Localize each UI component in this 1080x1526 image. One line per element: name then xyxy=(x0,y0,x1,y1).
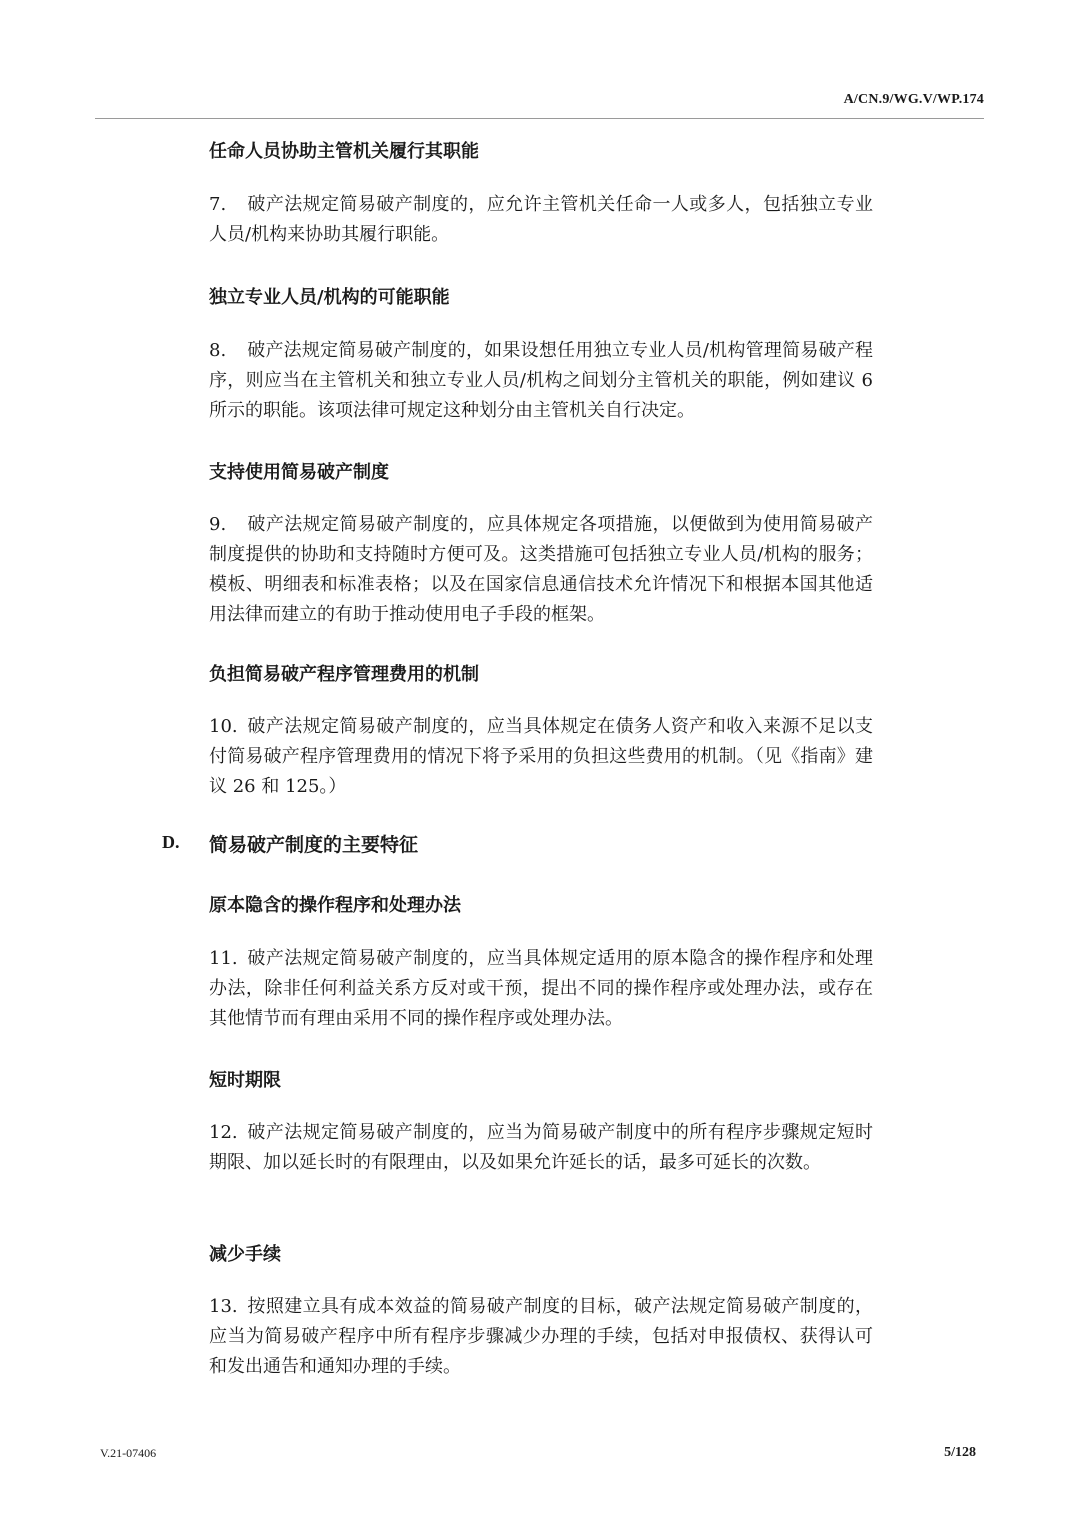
paragraph-number: 12. xyxy=(209,1122,238,1143)
paragraph-number: 11. xyxy=(209,948,238,969)
heading-default-procedures: 原本隐含的操作程序和处理办法 xyxy=(209,895,461,916)
heading-reduced-formalities: 减少手续 xyxy=(209,1244,281,1265)
section-letter: D. xyxy=(162,832,180,852)
header-divider xyxy=(95,118,984,119)
heading-support-use: 支持使用简易破产制度 xyxy=(209,462,389,483)
paragraph-12 xyxy=(209,1118,873,1178)
document-code: V.21-07406 xyxy=(100,1446,157,1460)
paragraph-text: 按照建立具有成本效益的简易破产制度的目标，破产法规定简易破产制度的，应当为简易破产程序中所有程序步骤减少办理的手续，包括对申报债权、获得认可和发出通告和通知办理的手续。 xyxy=(209,1296,873,1377)
paragraph-8 xyxy=(209,336,873,426)
paragraph-text: 破产法规定简易破产制度的，应当具体规定适用的原本隐含的操作程序和处理办法，除非任何利益关系方反对或干预，提出不同的操作程序或处理办法，或存在其他情节而有理由采用不同的操作程序或处理办法。 xyxy=(209,948,873,1029)
paragraph-text: 破产法规定简易破产制度的，应当为简易破产制度中的所有程序步骤规定短时期限、加以延长时的有限理由，以及如果允许延长的话，最多可延长的次数。 xyxy=(209,1122,873,1173)
paragraph-text: 破产法规定简易破产制度的，应允许主管机关任命一人或多人，包括独立专业人员/机构来协助其履行职能。 xyxy=(209,194,873,245)
paragraph-number: 7. xyxy=(209,194,227,215)
heading-appoint-persons: 任命人员协助主管机关履行其职能 xyxy=(209,141,479,162)
paragraph-text: 破产法规定简易破产制度的，如果设想任用独立专业人员/机构管理简易破产程序，则应当在主管机关和独立专业人员/机构之间划分主管机关的职能，例如建议 6 所示的职能。该项法律可规定这种划分由主管机关自行决定。 xyxy=(209,340,873,421)
heading-short-time-limits: 短时期限 xyxy=(209,1070,281,1091)
paragraph-number: 10. xyxy=(209,716,238,737)
paragraph-text: 破产法规定简易破产制度的，应具体规定各项措施，以便做到为使用简易破产制度提供的协助和支持随时方便可及。这类措施可包括独立专业人员/机构的服务；模板、明细表和标准表格；以及在国家信息通信技术允许情况下和根据本国其他适用法律而建立的有助于推动使用电子手段的框架。 xyxy=(209,514,873,625)
paragraph-7 xyxy=(209,190,873,250)
paragraph-10 xyxy=(209,712,873,802)
paragraph-number: 13. xyxy=(209,1296,238,1317)
document-symbol: A/CN.9/WG.V/WP.174 xyxy=(843,92,984,107)
paragraph-text: 破产法规定简易破产制度的，应当具体规定在债务人资产和收入来源不足以支付简易破产程序管理费用的情况下将予采用的负担这些费用的机制。（见《指南》建议 26 和 125。） xyxy=(209,716,873,797)
paragraph-11 xyxy=(209,944,873,1034)
heading-possible-functions: 独立专业人员/机构的可能职能 xyxy=(209,287,450,308)
paragraph-number: 8. xyxy=(209,340,227,361)
page-number: 5/128 xyxy=(944,1445,976,1460)
paragraph-13 xyxy=(209,1292,873,1382)
paragraph-9 xyxy=(209,510,873,630)
heading-cost-mechanism: 负担简易破产程序管理费用的机制 xyxy=(209,664,479,685)
paragraph-number: 9. xyxy=(209,514,227,535)
section-title: 简易破产制度的主要特征 xyxy=(209,834,419,856)
